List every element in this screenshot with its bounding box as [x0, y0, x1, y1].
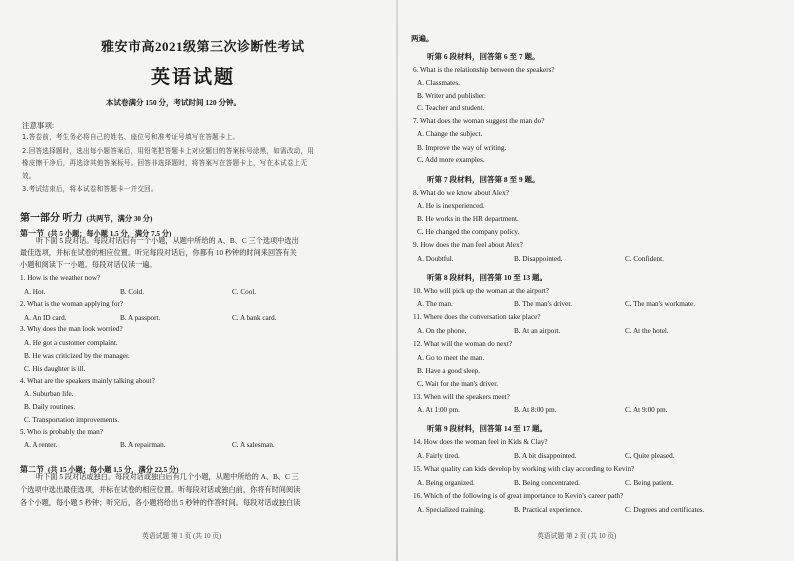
- option-a: A. Doubtful.: [417, 255, 454, 263]
- option-b: B. A passport.: [120, 314, 161, 322]
- question-7: 7. What does the woman suggest the man do?: [413, 117, 545, 125]
- instruction-line: 听下面 5 段对话。每段对话后有一个小题，从题中所给的 A、B、C 三个选项中选出: [36, 237, 299, 245]
- option-a: A. An ID card.: [24, 314, 67, 322]
- option-c: C. Cool.: [232, 288, 257, 296]
- option-b: B. Cold.: [120, 288, 145, 296]
- option-c: C. Transportation improvements.: [24, 416, 120, 424]
- question-2: 2. What is the woman applying for?: [20, 300, 124, 308]
- section-prompt: 听第 7 段材料，回答第 8 至 9 题。: [427, 175, 540, 184]
- section-prompt: 听第 6 段材料，回答第 6 至 7 题。: [427, 52, 540, 61]
- option-c: C. Being patient.: [625, 479, 674, 487]
- option-c: C. A salesman.: [232, 441, 275, 449]
- note-line: 3.考试结束后，将本试卷和答题卡一并交回。: [22, 185, 158, 193]
- instruction-line: 听下面 5 段对话或独白。每段对话或独白后有几个小题，从题中所给的 A、B、C 三: [36, 473, 299, 481]
- question-13: 13. When will the speakers meet?: [413, 393, 510, 401]
- option-a: A. Fairly tired.: [417, 452, 460, 460]
- option-c: C. At 9:00 pm.: [625, 406, 668, 414]
- question-10: 10. Who will pick up the woman at the airport?: [413, 287, 549, 295]
- option-a: A. Being organized.: [417, 479, 475, 487]
- option-a: A. Change the subject.: [417, 130, 483, 138]
- part1-heading: 第一部分 听力: [20, 213, 83, 224]
- question-1: 1. How is the weather now?: [20, 274, 101, 282]
- page-footer: 英语试题 第 2 页 (共 10 页): [537, 533, 617, 540]
- option-b: B. He was criticized by the manager.: [24, 352, 130, 360]
- option-b: B. He works in the HR department.: [417, 215, 519, 223]
- exam-info: 本试卷满分 150 分，考试时间 120 分钟。: [106, 98, 241, 107]
- option-b: B. Being concentrated.: [514, 479, 580, 487]
- option-a: A. Suburban life.: [24, 390, 74, 398]
- note-line: 1.答卷前，考生务必将自己的姓名、座位号和准考证号填写在答题卡上。: [22, 133, 240, 141]
- carry-over-text: 两遍。: [411, 34, 434, 43]
- instruction-line: 最佳选项，并标在试卷的相应位置。听完每段对话后，你都有 10 秒钟的时间来回答有关: [20, 249, 297, 257]
- option-c: C. His daughter is ill.: [24, 365, 86, 373]
- option-c: C. A bank card.: [232, 314, 277, 322]
- option-a: A. At 1:00 pm.: [417, 406, 460, 414]
- page-footer: 英语试题 第 1 页 (共 10 页): [142, 533, 222, 540]
- notes-heading: 注意事项:: [22, 121, 55, 130]
- right-page: [397, 0, 794, 561]
- question-14: 14. How does the woman feel in Kids & Clay?: [413, 438, 548, 446]
- option-a: A. The man.: [417, 300, 453, 308]
- option-b: B. Disappointed.: [514, 255, 563, 263]
- question-15: 15. What quality can kids develop by working with clay according to Kevin?: [413, 465, 635, 473]
- option-c: C. At the hotel.: [625, 327, 669, 335]
- sec1-note: (共 5 小题；每小题 1.5 分，满分 7.5 分): [48, 230, 172, 238]
- option-c: C. Wait for the man's driver.: [417, 380, 499, 388]
- option-b: B. Practical experience.: [514, 506, 583, 514]
- option-b: B. The man's driver.: [514, 300, 573, 308]
- question-9: 9. How does the man feel about Alex?: [413, 241, 523, 249]
- question-4: 4. What are the speakers mainly talking about?: [20, 377, 155, 385]
- option-a: A. Hot.: [24, 288, 46, 296]
- option-b: B. At an airport.: [514, 327, 561, 335]
- sec2-heading: 第二节: [20, 465, 44, 474]
- option-b: B. Writer and publisher.: [417, 92, 486, 100]
- option-b: B. At 8:00 pm.: [514, 406, 557, 414]
- option-b: B. A repairman.: [120, 441, 166, 449]
- instruction-line: 各个小题，每小题 5 秒钟；听完后，各小题将给出 5 秒钟的作答时间。每段对话或独白读: [20, 499, 301, 507]
- sec1-heading: 第一节: [20, 229, 44, 238]
- option-a: A. Go to meet the man.: [417, 354, 485, 362]
- option-c: C. Confident.: [625, 255, 664, 263]
- option-a: A. On the phone.: [417, 327, 467, 335]
- question-3: 3. Why does the man look worried?: [20, 325, 123, 333]
- option-b: B. A bit disappointed.: [514, 452, 577, 460]
- option-c: C. Quite pleased.: [625, 452, 675, 460]
- exam-title: 雅安市高2021级第三次诊断性考试: [101, 39, 305, 54]
- option-a: A. He is inexperienced.: [417, 202, 485, 210]
- sec2-note: (共 15 小题；每小题 1.5 分，满分 22.5 分): [48, 466, 179, 474]
- option-b: B. Improve the way of writing.: [417, 144, 507, 152]
- option-b: B. Have a good sleep.: [417, 367, 481, 375]
- option-c: C. Teacher and student.: [417, 104, 485, 112]
- instruction-line: 小题和阅读下一小题。每段对话仅读一遍。: [20, 261, 157, 269]
- option-a: A. A renter.: [24, 441, 58, 449]
- option-a: A. Specialized training.: [417, 506, 485, 514]
- option-c: C. The man's workmate.: [625, 300, 696, 308]
- instruction-line: 个选项中选出最佳选项，并标在试卷的相应位置。听每段对话或独白前，你将有时间阅读: [20, 486, 301, 494]
- option-a: A. He got a customer complaint.: [24, 339, 118, 347]
- question-6: 6. What is the relationship between the speakers?: [413, 66, 555, 74]
- option-c: C. Add more examples.: [417, 156, 485, 164]
- section-prompt: 听第 8 段材料，回答第 10 至 13 题。: [427, 273, 547, 282]
- question-11: 11. Where does the conversation take place?: [413, 313, 541, 321]
- option-b: B. Daily routines.: [24, 403, 76, 411]
- note-line: 2.回答选择题时，选出每小题答案后，用铅笔把答题卡上对应题目的答案标号涂黑，如需改动，用: [22, 147, 315, 155]
- question-16: 16. Which of the following is of great importance to Kevin's career path?: [413, 492, 624, 500]
- section-prompt: 听第 9 段材料，回答第 14 至 17 题。: [427, 424, 547, 433]
- question-5: 5. Who is probably the man?: [20, 428, 103, 436]
- question-12: 12. What will the woman do next?: [413, 340, 513, 348]
- exam-subtitle: 英语试题: [151, 67, 236, 88]
- note-line: 橡皮擦干净后，再选涂其他答案标号。回答非选择题时，将答案写在答题卡上，写在本试卷上无: [22, 159, 308, 167]
- part1-note: (共两节，满分 30 分): [86, 215, 153, 223]
- option-a: A. Classmates.: [417, 79, 460, 87]
- note-line: 效。: [22, 172, 36, 180]
- question-8: 8. What do we know about Alex?: [413, 189, 509, 197]
- option-c: C. He changed the company policy.: [417, 228, 520, 236]
- option-c: C. Degrees and certificates.: [625, 506, 705, 514]
